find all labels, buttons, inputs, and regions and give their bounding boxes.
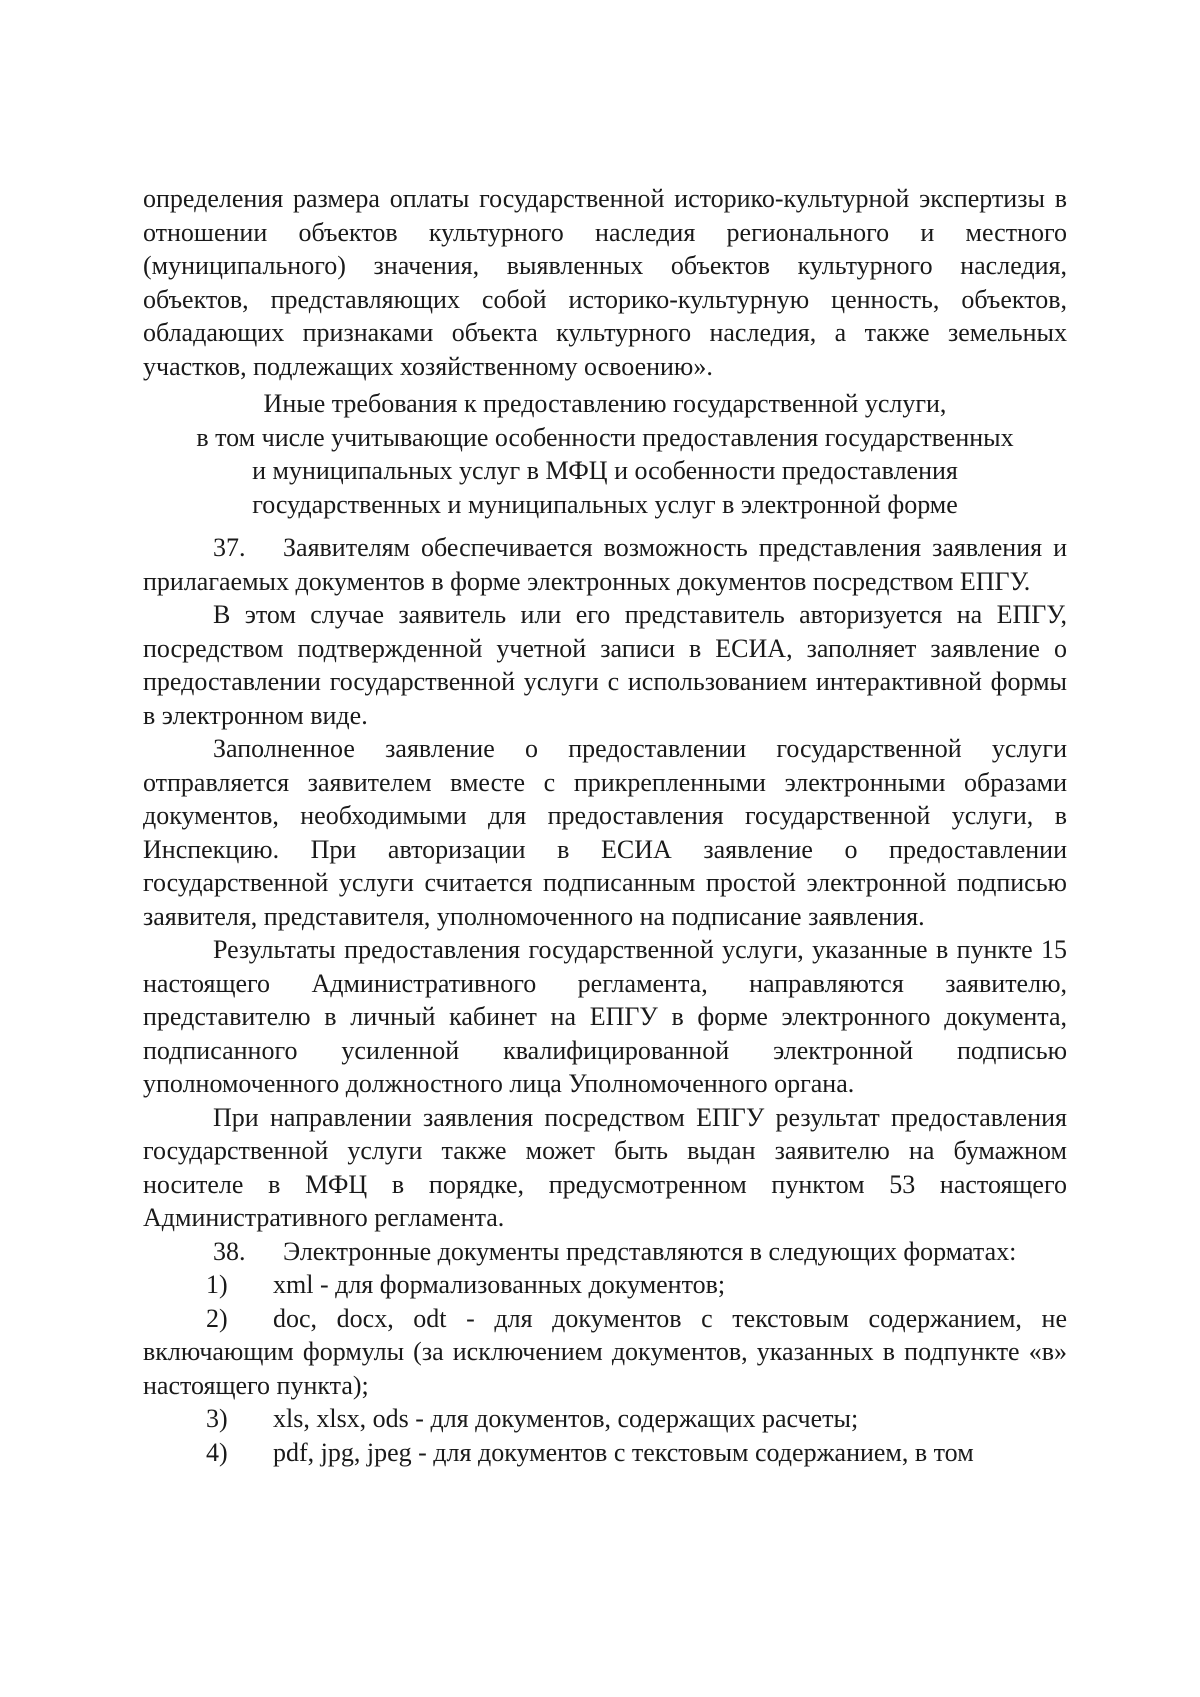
section-heading-line-3: и муниципальных услуг в МФЦ и особенности предоставления xyxy=(252,456,958,485)
list-item xyxy=(143,1402,1067,1436)
list-item-text: doc, docx, odt - для документов с текстовым содержанием, не включающим формулы (за исключением документов, указанных в подпункте «в» настоящего пункта); xyxy=(143,1303,1067,1400)
list-item-marker: 2) xyxy=(206,1303,228,1333)
clause-37-text: Заявителям обеспечивается возможность представления заявления и прилагаемых документов в форме электронных документов посредством ЕПГУ. xyxy=(143,533,1067,596)
clause-37-number: 37. xyxy=(213,533,246,562)
list-item xyxy=(143,1268,1067,1302)
section-heading-line-1: Иные требования к предоставлению государственной услуги, xyxy=(263,389,947,418)
clause-37-paragraph-4: Результаты предоставления государственной услуги, указанные в пункте 15 настоящего Административного регламента, направляются заявителю, представителю в личный кабинет на ЕПГУ в форме электронного документа, подписанного усиленной квалифицированной электронной подписью уполномоченного должностного лица Уполномоченного органа. xyxy=(143,935,1067,1098)
list-item-text: xls, xlsx, ods - для документов, содержащих расчеты; xyxy=(273,1404,859,1433)
section-heading-line-4: государственных и муниципальных услуг в электронной форме xyxy=(252,489,958,519)
clause-37-paragraph-3: Заполненное заявление о предоставлении государственной услуги отправляется заявителем вместе с прикрепленными электронными образами документов, необходимыми для предоставления государственной услуги, в Инспекцию. При авторизации в ЕСИА заявление о предоставлении государственной услуги считается подписанным простой электронной подписью заявителя, представителя, уполномоченного на подписание заявления. xyxy=(143,734,1067,931)
opening-paragraph: определения размера оплаты государственной историко-культурной экспертизы в отношении объектов культурного наследия регионального и местного (муниципального) значения, выявленных объектов культурного наследия, объектов, представляющих собой историко-культурную ценность, объектов, обладающих признаками объекта культурного наследия, а также земельных участков, подлежащих хозяйственному освоению». xyxy=(143,184,1067,381)
clause-38-text: Электронные документы представляются в следующих форматах: xyxy=(283,1236,1017,1266)
clause-38-paragraph xyxy=(143,1235,1067,1269)
list-item xyxy=(143,1302,1067,1403)
section-heading xyxy=(143,387,1067,521)
list-item-marker: 4) xyxy=(206,1437,228,1467)
clause-37-block xyxy=(143,531,1067,1469)
clause-37-paragraph-1 xyxy=(143,531,1067,598)
list-item-text: xml - для формализованных документов; xyxy=(273,1270,726,1299)
list-item-text: pdf, jpg, jpeg - для документов с текстовым содержанием, в том xyxy=(273,1437,974,1467)
clause-37-paragraph-5: При направлении заявления посредством ЕПГУ результат предоставления государственной услуги также может быть выдан заявителю на бумажном носителе в МФЦ в порядке, предусмотренном пунктом 53 настоящего Административного регламента. xyxy=(143,1102,1067,1232)
section-heading-line-2: в том числе учитывающие особенности предоставления государственных xyxy=(196,422,1014,452)
clause-38-number: 38. xyxy=(213,1236,246,1266)
list-item-marker: 1) xyxy=(206,1270,228,1299)
opening-paragraph-block xyxy=(143,182,1067,383)
list-item-marker: 3) xyxy=(206,1404,228,1433)
list-item xyxy=(143,1436,1067,1470)
clause-37-paragraph-2: В этом случае заявитель или его представитель авторизуется на ЕПГУ, посредством подтвержденной учетной записи в ЕСИА, заполняет заявление о предоставлении государственной услуги с использованием интерактивной формы в электронном виде. xyxy=(143,600,1067,730)
